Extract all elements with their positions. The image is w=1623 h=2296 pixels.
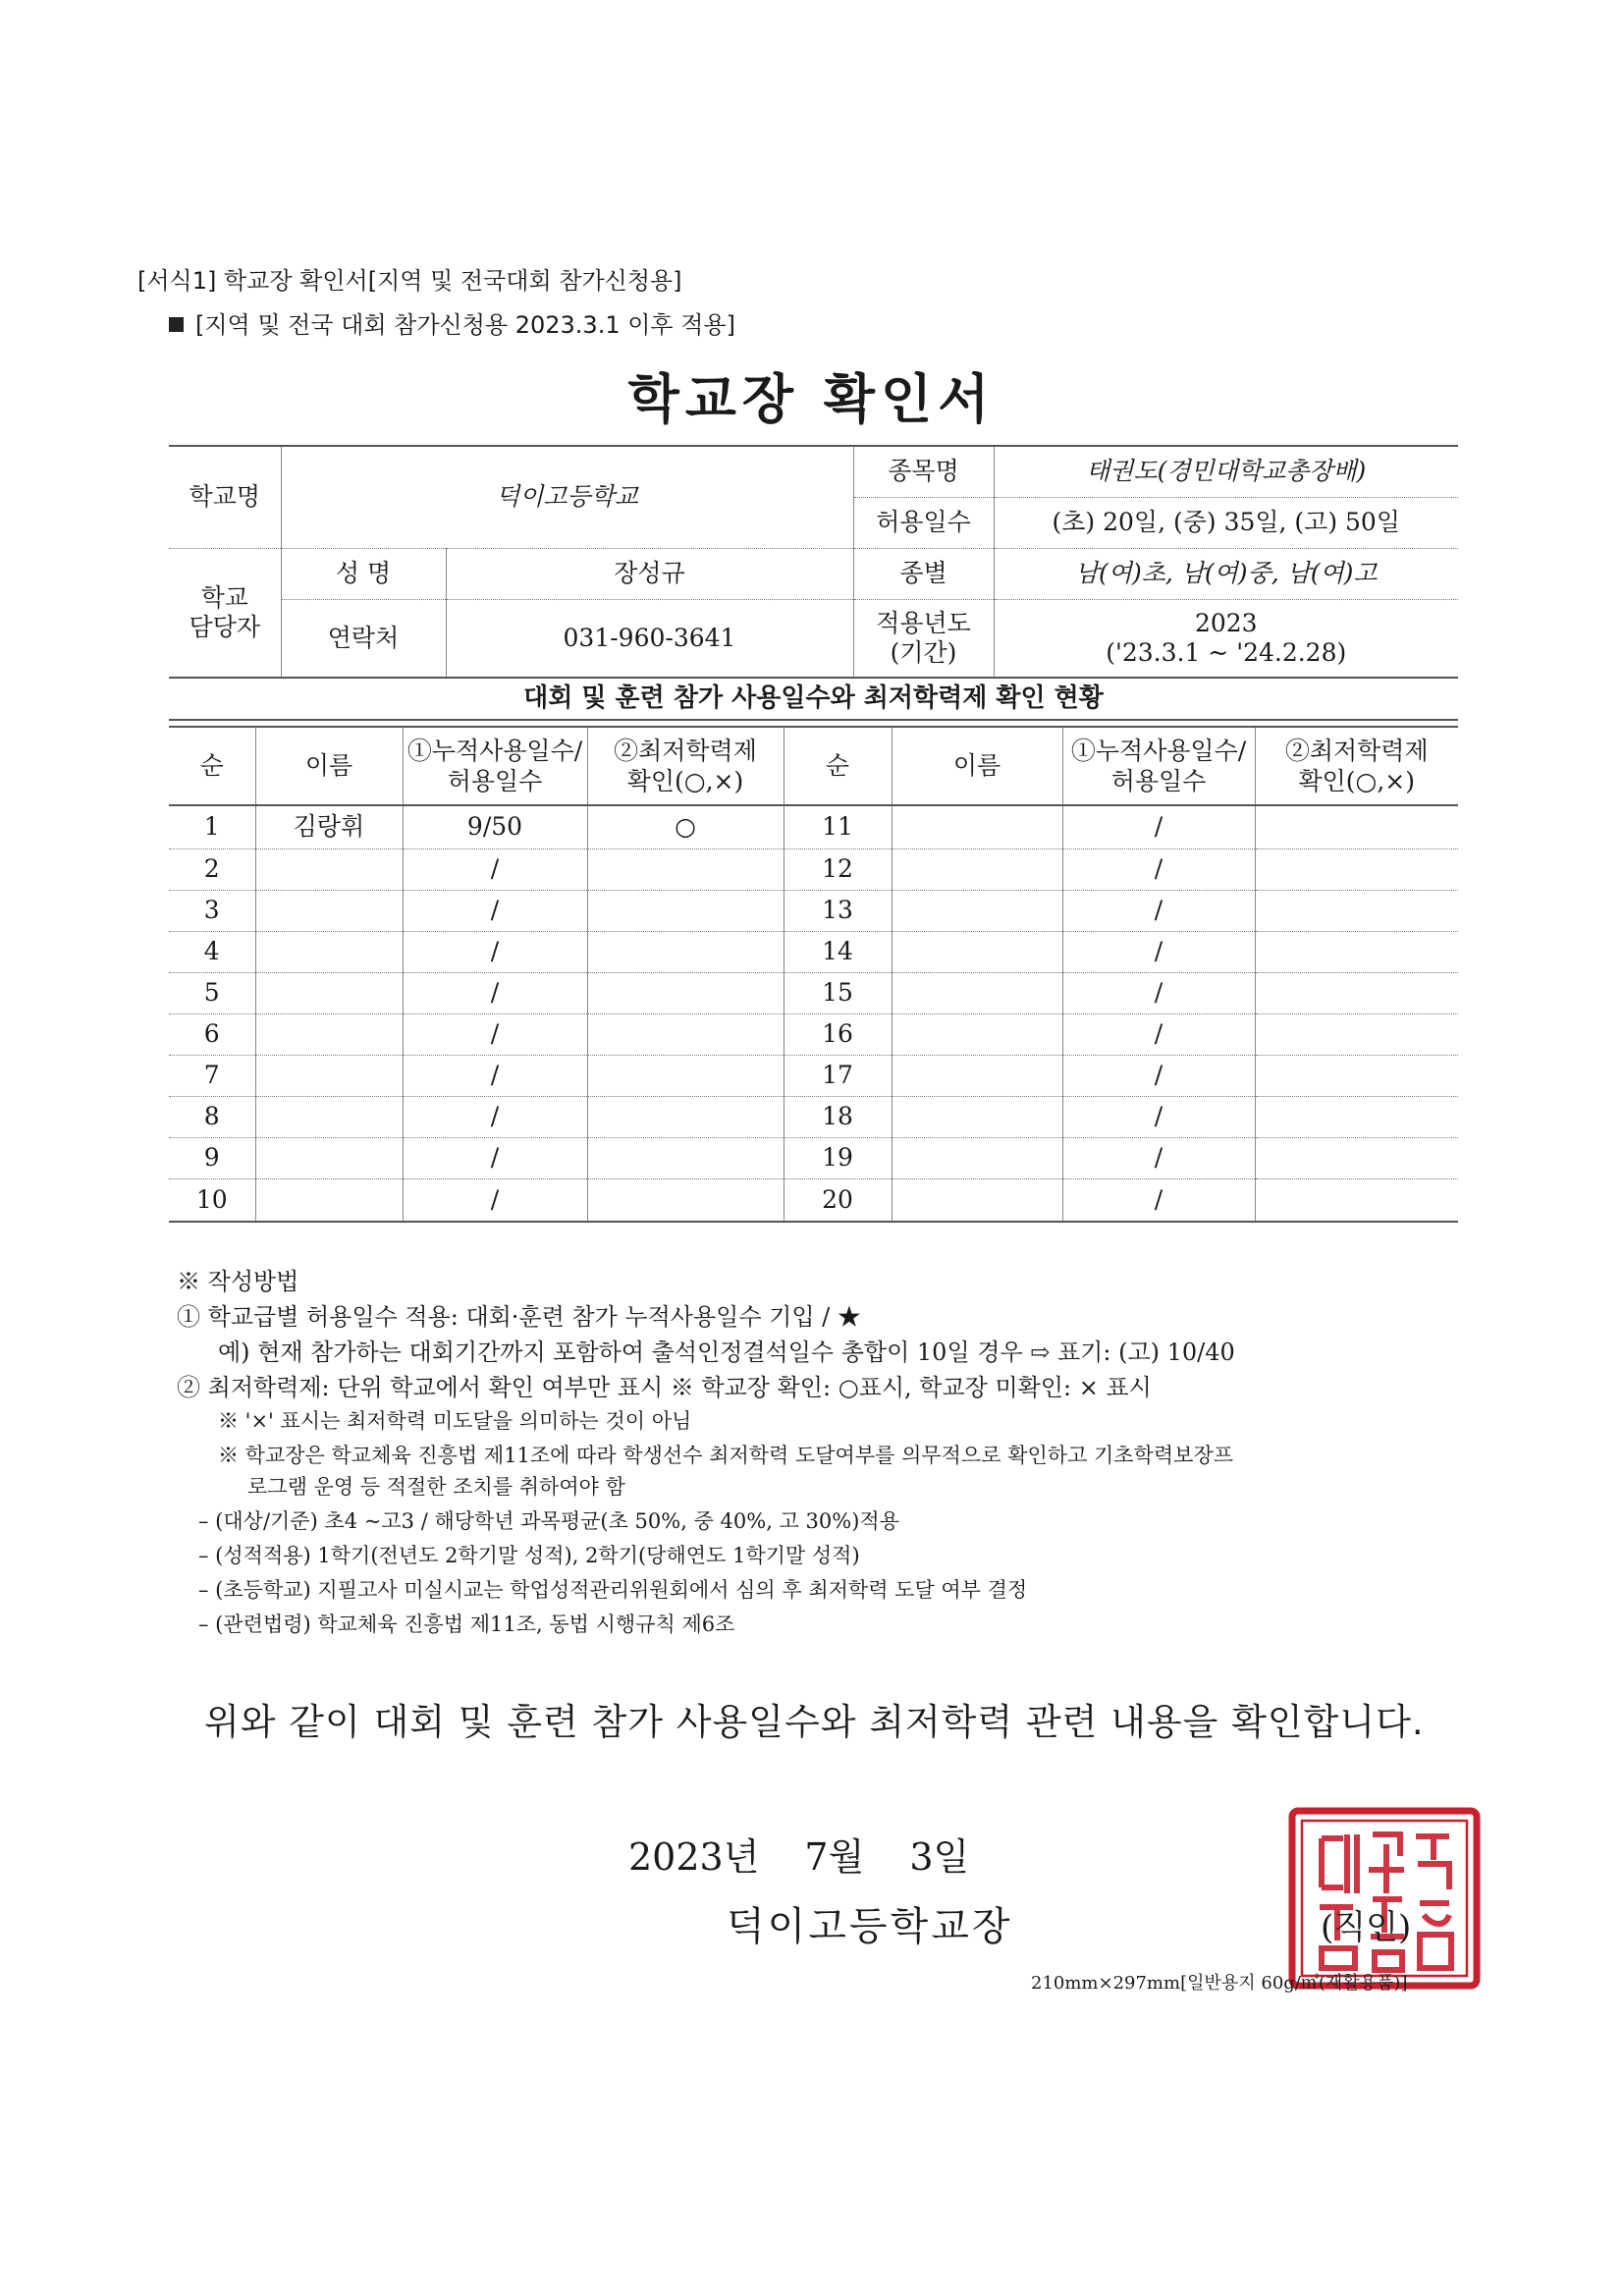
cell-left-no: 10 (169, 1178, 255, 1222)
paper-spec-note: 210mm×297mm[일반용지 60g/㎡(재활용품)] (1031, 1973, 1408, 1994)
cell-right-name (892, 1055, 1062, 1096)
sport-label: 종목명 (853, 446, 994, 497)
cell-right-no: 15 (784, 972, 892, 1013)
date-month: 7월 (804, 1835, 865, 1879)
cell-left-no: 6 (169, 1013, 255, 1055)
cell-right-name (892, 1178, 1062, 1222)
guide-heading: ※ 작성방법 (177, 1268, 299, 1295)
square-bullet-icon (169, 317, 184, 332)
manager-label-line2: 담당자 (189, 612, 260, 641)
cell-left-days: / (403, 1137, 587, 1178)
confirmation-statement: 위와 같이 대회 및 훈련 참가 사용일수와 최저학력 관련 내용을 확인합니다. (204, 1701, 1425, 1743)
cell-right-days: / (1062, 1013, 1255, 1055)
cell-right-no: 17 (784, 1055, 892, 1096)
table-row (169, 848, 1458, 890)
form-label: [서식1] 학교장 확인서[지역 및 전국대회 참가신청용] (137, 267, 682, 295)
cell-right-name (892, 1137, 1062, 1178)
cell-right-check (1255, 1055, 1458, 1096)
guide-dash-2: – (성적적용) 1학기(전년도 2학기말 성적), 2학기(당해연도 1학기말 성적) (198, 1544, 860, 1567)
cell-right-days: / (1062, 1055, 1255, 1096)
guide-dash-3: – (초등학교) 지필고사 미실시교는 학업성적관리위원회에서 심의 후 최저학력 도달 여부 결정 (198, 1578, 1028, 1602)
cell-right-check (1255, 805, 1458, 848)
cell-left-no: 1 (169, 805, 255, 848)
date-year: 2023년 (628, 1835, 760, 1879)
cell-right-no: 13 (784, 890, 892, 931)
document-date (628, 1827, 1014, 1881)
cell-left-name (255, 848, 403, 890)
header-name-right: 이름 (892, 727, 1062, 805)
header-academic-right-line1: ②최저학력제 (1284, 736, 1429, 765)
cell-right-no: 19 (784, 1137, 892, 1178)
cell-left-name (255, 931, 403, 972)
category-label: 종별 (853, 548, 994, 599)
cell-right-check (1255, 1013, 1458, 1055)
cell-right-check (1255, 1178, 1458, 1222)
header-days-line1: ①누적사용일수/ (406, 736, 583, 765)
cell-right-days: / (1062, 931, 1255, 972)
table-row (169, 1055, 1458, 1096)
cell-right-check (1255, 972, 1458, 1013)
cell-left-check (587, 1055, 784, 1096)
form-sublabel (169, 305, 735, 340)
allowed-days-value: (초) 20일, (중) 35일, (고) 50일 (994, 497, 1458, 548)
header-days-line2: 허용일수 (447, 767, 543, 795)
guide-item-2-note-2b: 로그램 운영 등 적절한 조치를 취하여야 함 (247, 1475, 625, 1499)
student-rows (169, 805, 1458, 1222)
header-no: 순 (169, 727, 255, 805)
cell-right-check (1255, 1096, 1458, 1137)
cell-left-no: 8 (169, 1096, 255, 1137)
table-row (169, 931, 1458, 972)
cell-left-days: / (403, 1013, 587, 1055)
status-title: 대회 및 훈련 참가 사용일수와 최저학력제 확인 현황 (169, 678, 1458, 721)
cell-right-no: 11 (784, 805, 892, 848)
cell-right-check (1255, 1137, 1458, 1178)
cell-right-check (1255, 890, 1458, 931)
guide-dash-4: – (관련법령) 학교체육 진흥법 제11조, 동법 시행규칙 제6조 (198, 1613, 735, 1636)
year-value (994, 599, 1458, 678)
date-day: 3일 (909, 1835, 970, 1879)
cell-left-days: / (403, 931, 587, 972)
cell-left-name (255, 1013, 403, 1055)
category-value: 남(여)초, 남(여)중, 남(여)고 (994, 548, 1458, 599)
cell-right-check (1255, 848, 1458, 890)
header-days-right-line2: 허용일수 (1110, 767, 1207, 795)
guide-item-2: ② 최저학력제: 단위 학교에서 확인 여부만 표시 ※ 학교장 확인: ○표시, 학교장 미확인: × 표시 (177, 1374, 1152, 1401)
info-row-sport (169, 446, 1458, 497)
header-academic-right-line2: 확인(○,×) (1298, 767, 1415, 795)
contact-value: 031-960-3641 (446, 599, 853, 678)
form-sublabel-text: [지역 및 전국 대회 참가신청용 2023.3.1 이후 적용] (195, 311, 735, 339)
header-academic-right (1255, 727, 1458, 805)
cell-left-no: 9 (169, 1137, 255, 1178)
info-row-contact (169, 599, 1458, 678)
cell-left-check (587, 931, 784, 972)
header-no-right: 순 (784, 727, 892, 805)
cell-left-check (587, 972, 784, 1013)
year-label (853, 599, 994, 678)
cell-right-check (1255, 931, 1458, 972)
guide-dash-1: – (대상/기준) 초4 ~고3 / 해당학년 과목평균(초 50%, 중 40%, 고 30%)적용 (198, 1509, 899, 1533)
manager-label (169, 548, 281, 678)
cell-left-days: / (403, 972, 587, 1013)
header-academic-line2: 확인(○,×) (626, 767, 744, 795)
cell-left-name (255, 1096, 403, 1137)
cell-left-check: ○ (587, 805, 784, 848)
cell-left-days: / (403, 848, 587, 890)
cell-left-check (587, 1178, 784, 1222)
table-row (169, 1096, 1458, 1137)
manager-label-line1: 학교 (200, 582, 248, 612)
principal-name: 덕이고등학교장 (727, 1904, 1013, 1949)
header-academic (587, 727, 784, 805)
cell-left-days: / (403, 1055, 587, 1096)
cell-right-name (892, 1013, 1062, 1055)
cell-left-no: 7 (169, 1055, 255, 1096)
cell-left-no: 4 (169, 931, 255, 972)
student-table-header (169, 727, 1458, 805)
school-info-table (169, 445, 1458, 679)
cell-left-no: 2 (169, 848, 255, 890)
school-name-value: 덕이고등학교 (281, 446, 853, 548)
contact-label: 연락처 (281, 599, 446, 678)
guide-item-2-note-2a: ※ 학교장은 학교체육 진흥법 제11조에 따라 학생선수 최저학력 도달여부를 의무적으로 확인하고 기초학력보장프 (218, 1444, 1234, 1467)
cell-left-check (587, 1013, 784, 1055)
document-title: 학교장 확인서 (627, 368, 996, 430)
sport-value: 태권도(경민대학교총장배) (994, 446, 1458, 497)
cell-right-days: / (1062, 1137, 1255, 1178)
guide-item-2-note-1: ※ '×' 표시는 최저학력 미도달을 의미하는 것이 아님 (218, 1409, 692, 1433)
seal-label: (직인) (1321, 1908, 1412, 1947)
cell-left-days: / (403, 1178, 587, 1222)
cell-left-days: 9/50 (403, 805, 587, 848)
cell-left-name (255, 1137, 403, 1178)
cell-right-no: 16 (784, 1013, 892, 1055)
cell-right-name (892, 1096, 1062, 1137)
cell-left-check (587, 1096, 784, 1137)
cell-right-name (892, 931, 1062, 972)
student-status-table (169, 726, 1458, 1223)
header-days (403, 727, 587, 805)
year-label-line1: 적용년도 (876, 608, 971, 637)
year-label-line2: (기간) (890, 637, 957, 667)
table-row (169, 1178, 1458, 1222)
cell-right-days: / (1062, 972, 1255, 1013)
school-name-label: 학교명 (169, 446, 281, 548)
cell-left-name (255, 972, 403, 1013)
name-value: 장성규 (446, 548, 853, 599)
cell-right-no: 18 (784, 1096, 892, 1137)
cell-right-name (892, 972, 1062, 1013)
name-label: 성 명 (281, 548, 446, 599)
cell-left-no: 5 (169, 972, 255, 1013)
year-value-text: 2023 (1194, 608, 1258, 637)
guide-item-1: ① 학교급별 허용일수 적용: 대회·훈련 참가 누적사용일수 기입 / ★ (177, 1303, 861, 1331)
cell-left-name (255, 1178, 403, 1222)
cell-left-check (587, 848, 784, 890)
official-seal-stamp (1286, 1805, 1483, 1992)
cell-right-name (892, 890, 1062, 931)
allowed-days-label: 허용일수 (853, 497, 994, 548)
table-row (169, 890, 1458, 931)
table-row (169, 972, 1458, 1013)
cell-right-days: / (1062, 805, 1255, 848)
cell-right-name (892, 805, 1062, 848)
header-academic-line1: ②최저학력제 (614, 736, 757, 765)
cell-left-check (587, 890, 784, 931)
header-name: 이름 (255, 727, 403, 805)
cell-right-name (892, 848, 1062, 890)
table-row (169, 1013, 1458, 1055)
table-row (169, 805, 1458, 848)
cell-left-name (255, 1055, 403, 1096)
cell-left-no: 3 (169, 890, 255, 931)
cell-right-days: / (1062, 848, 1255, 890)
cell-left-name: 김랑휘 (255, 805, 403, 848)
cell-right-no: 14 (784, 931, 892, 972)
header-days-right (1062, 727, 1255, 805)
cell-left-name (255, 890, 403, 931)
guide-item-1-example: 예) 현재 참가하는 대회기간까지 포함하여 출석인정결석일수 총합이 10일 경우 ⇨ 표기: (고) 10/40 (218, 1339, 1235, 1366)
cell-right-days: / (1062, 1178, 1255, 1222)
cell-left-days: / (403, 1096, 587, 1137)
cell-right-days: / (1062, 1096, 1255, 1137)
table-row (169, 1137, 1458, 1178)
period-value-text: ('23.3.1 ~ '24.2.28) (1106, 637, 1347, 667)
cell-right-days: / (1062, 890, 1255, 931)
cell-right-no: 20 (784, 1178, 892, 1222)
info-row-name (169, 548, 1458, 599)
cell-left-check (587, 1137, 784, 1178)
cell-left-days: / (403, 890, 587, 931)
cell-right-no: 12 (784, 848, 892, 890)
header-days-right-line1: ①누적사용일수/ (1070, 736, 1247, 765)
